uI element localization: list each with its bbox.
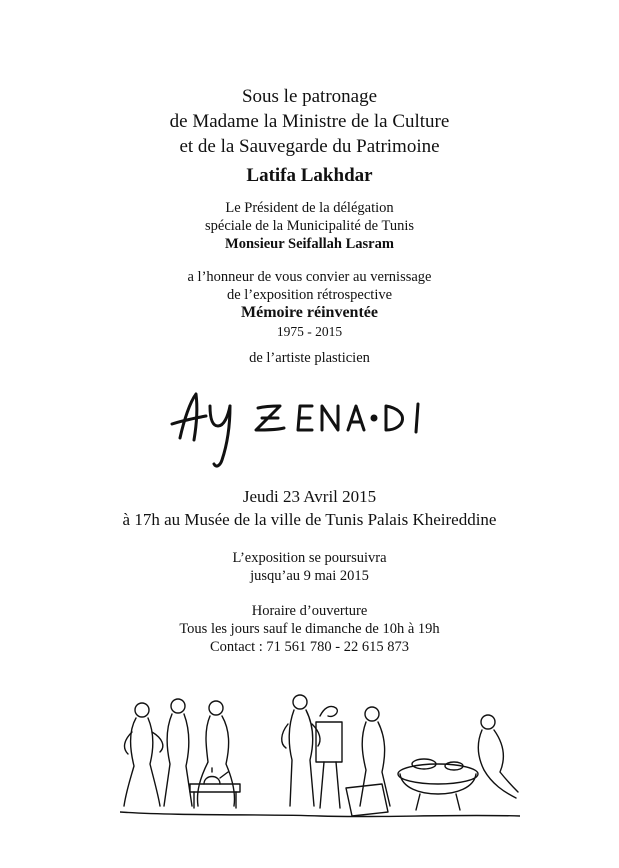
continuation-line-1: L’exposition se poursuivra [232, 550, 387, 566]
contact-line: Contact : 71 561 780 - 22 615 873 [210, 639, 409, 655]
invite-line-2: de l’exposition rétrospective [226, 287, 393, 303]
invite-line-1: a l’honneur de vous convier au vernissage [187, 269, 432, 285]
artist-intro: de l’artiste plasticien [249, 350, 370, 366]
president-line-2: spéciale de la Municipalité de Tunis [204, 218, 414, 234]
artist-signature [150, 380, 470, 470]
hours-title: Horaire d’ouverture [251, 603, 368, 619]
continuation-line-2: jusqu’au 9 mai 2015 [250, 568, 369, 584]
exhibition-years: 1975 - 2015 [276, 324, 343, 339]
event-date: Jeudi 23 Avril 2015 [242, 487, 377, 506]
patronage-line-2: de Madame la Ministre de la Culture [169, 111, 450, 132]
minister-name: Latifa Lakhdar [246, 165, 373, 186]
exhibition-title: Mémoire réinventée [241, 304, 378, 321]
event-venue: à 17h au Musée de la ville de Tunis Palais Kheireddine [122, 510, 497, 529]
patronage-line-3: et de la Sauvegarde du Patrimoine [179, 136, 440, 157]
president-line-1: Le Président de la délégation [225, 200, 394, 216]
patronage-line-1: Sous le patronage [241, 86, 378, 107]
hours-detail: Tous les jours sauf le dimanche de 10h à 19h [179, 621, 440, 637]
president-name: Monsieur Seifallah Lasram [225, 236, 394, 252]
figures-sketch-illustration [120, 688, 520, 828]
